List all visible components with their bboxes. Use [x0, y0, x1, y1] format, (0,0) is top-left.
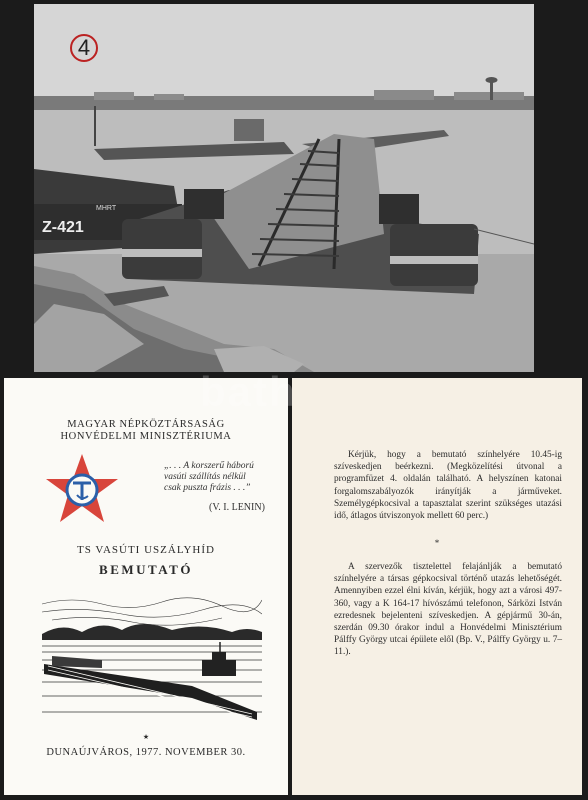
place-date: DUNAÚJVÁROS, 1977. NOVEMBER 30. [46, 747, 246, 758]
separator-asterisk: * [434, 538, 440, 548]
photo-number-mark: 4 [70, 34, 98, 62]
photo-scene [34, 4, 534, 372]
quote-line3: csak puszta frázis . . .” [164, 483, 251, 493]
boat-name: MHRT [96, 205, 117, 212]
leaflet-front [4, 378, 288, 795]
quote-line2: vasúti szállítás nélkül [164, 472, 246, 482]
leaflet-headline: BEMUTATÓ [99, 562, 193, 577]
ministry-line2: HONVÉDELMI MINISZTÉRIUMA [60, 431, 232, 442]
boat-registration: Z-421 [42, 219, 84, 236]
quote-line1: „. . . A korszerű háború [164, 461, 254, 471]
info-paragraph-1: Kérjük, hogy a bemutató színhelyére 10.45-ig szíveskedjen beérkezni. (Megközelítési útvonal a programfüzet 4. oldalán található. A helyszínen katonai forgalomszabályozók irányítják a járműveket. Személygépkocsival a tapasztalat szerint szükséges utazási idő, átlagos útviszonyok mellett 60 perc.) [334, 450, 562, 522]
leaflet-subtitle: TS VASÚTI USZÁLYHÍD [77, 544, 215, 556]
bridge-photo [34, 4, 534, 372]
lenin-quote [164, 461, 284, 494]
red-star-emblem-icon [44, 452, 120, 524]
ministry-line1: MAGYAR NÉPKÖZTÁRSASÁG [67, 419, 225, 430]
barge-bridge-engraving [42, 594, 262, 726]
info-paragraph-2: A szervezők tisztelettel felajánlják a bemutató színhelyére a társas gépkocsival történő utazás lehetőségét. Amennyiben ezzel élni kíván, kérjük, hogy azt a városi 497-360, vagy a K 164-17 hívószámú telefonon, Sárközi István ezredesnek bejelenteni szíveskedjen. A gépjármű 30-án, szerdán 09.30 órakor indul a Honvédelmi Minisztérium Pálffy György utcai épülete elől (Bp. V., Pálffy György u. 7–11.). [334, 562, 562, 658]
quote-author: (V. I. LENIN) [209, 502, 265, 513]
leaflet-back [292, 378, 582, 795]
watermark: bath [200, 368, 297, 415]
decorative-star-icon: ★ [142, 733, 150, 741]
